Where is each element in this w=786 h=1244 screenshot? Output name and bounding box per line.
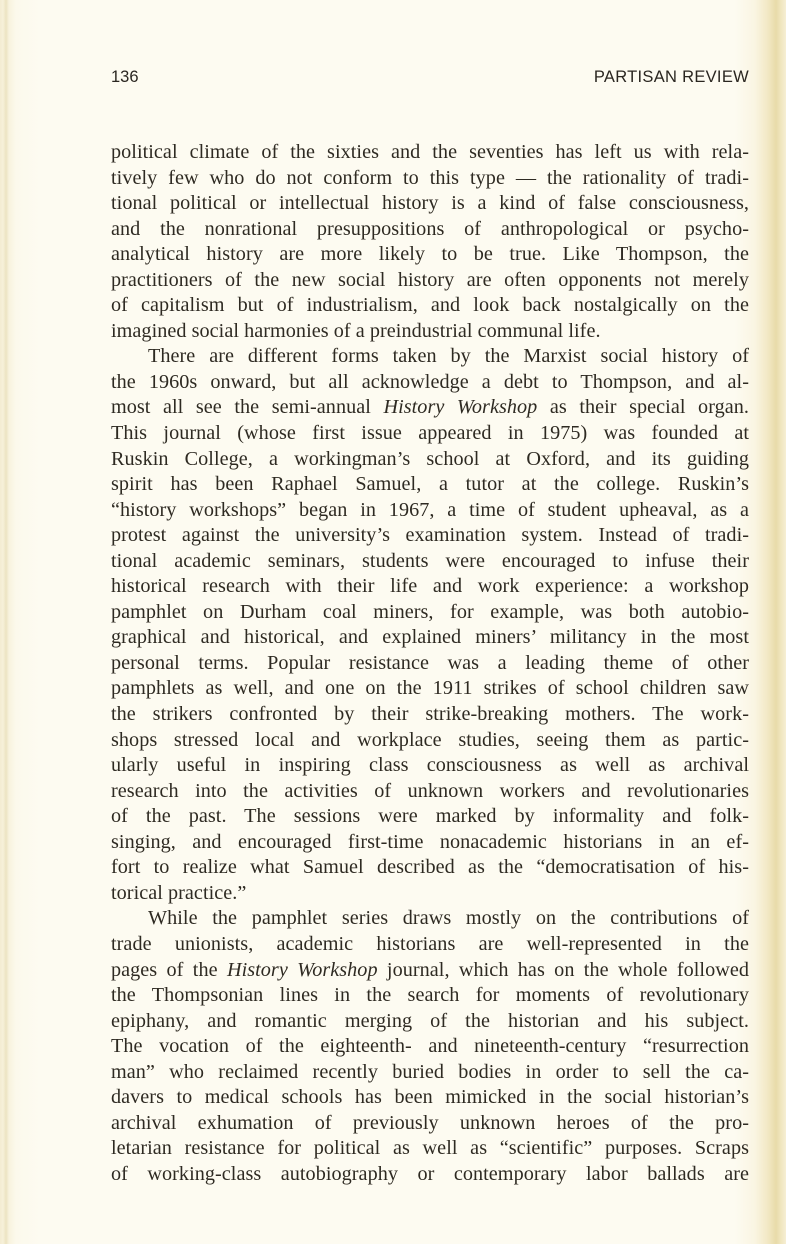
text-line [111, 855, 749, 881]
paragraph [111, 906, 749, 1187]
text-line [111, 191, 749, 217]
paragraph [111, 140, 749, 344]
text-line [111, 166, 749, 192]
text-line [111, 983, 749, 1009]
text-line [111, 600, 749, 626]
text-line [111, 932, 749, 958]
text-segment: pamphlet on Durham coal miners, for example, was both autobio- [111, 600, 749, 623]
text-segment: personal terms. Popular resistance was a leading theme of other [111, 651, 749, 674]
text-line [111, 242, 749, 268]
text-segment: analytical history are more likely to be true. Like Thompson, the [111, 243, 749, 266]
text-segment: archival exhumation of previously unknown heroes of the pro- [111, 1111, 749, 1134]
text-segment: letarian resistance for political as well as “scientific” purposes. Scraps [111, 1137, 749, 1160]
text-line [111, 830, 749, 856]
text-segment: tional academic seminars, students were encouraged to infuse their [111, 549, 749, 572]
text-line [111, 1060, 749, 1086]
text-segment: the strikers confronted by their strike-breaking mothers. The work- [111, 703, 749, 726]
text-line [111, 958, 749, 984]
text-segment: tional political or intellectual history is a kind of false consciousness, [111, 192, 749, 215]
text-segment: ularly useful in inspiring class consciousness as well as archival [111, 754, 749, 777]
text-segment: man” who reclaimed recently buried bodies in order to sell the ca- [111, 1060, 749, 1083]
text-segment: as their special organ. [537, 396, 749, 419]
text-segment: trade unionists, academic historians are well-represented in the [111, 932, 749, 955]
text-line [111, 344, 749, 370]
text-segment: Ruskin College, a workingman’s school at Oxford, and its guiding [111, 447, 749, 470]
text-segment: protest against the university’s examination system. Instead of tradi- [111, 524, 749, 547]
text-line [111, 728, 749, 754]
text-segment: fort to realize what Samuel described as the “democratisation of his- [111, 856, 749, 879]
text-segment: epiphany, and romantic merging of the historian and his subject. [111, 1009, 749, 1032]
text-line [111, 1034, 749, 1060]
text-segment: pages of the [111, 958, 227, 981]
text-segment: historical research with their life and work experience: a workshop [111, 575, 749, 598]
text-segment: graphical and historical, and explained miners’ militancy in the most [111, 626, 749, 649]
italic-title: History Workshop [383, 396, 538, 419]
text-segment: research into the activities of unknown workers and revolutionaries [111, 779, 749, 802]
text-segment: torical practice.” [111, 881, 247, 904]
text-line [111, 906, 749, 932]
text-line [111, 293, 749, 319]
text-segment: of the past. The sessions were marked by informality and folk- [111, 805, 749, 828]
text-segment: of working-class autobiography or contemporary labor ballads are [111, 1162, 749, 1185]
text-line [111, 753, 749, 779]
running-head [111, 68, 749, 90]
text-line [111, 370, 749, 396]
text-line [111, 1111, 749, 1137]
text-line [111, 651, 749, 677]
text-line [111, 319, 749, 345]
text-line [111, 881, 749, 907]
body-text [111, 140, 749, 1187]
text-line [111, 498, 749, 524]
text-line [111, 1136, 749, 1162]
text-segment: of capitalism but of industrialism, and look back nostalgically on the [111, 294, 749, 317]
text-line [111, 779, 749, 805]
text-line [111, 523, 749, 549]
text-segment: political climate of the sixties and the seventies has left us with rela- [111, 141, 749, 163]
text-segment: singing, and encouraged first-time nonacademic historians in an ef- [111, 830, 749, 853]
text-line [111, 1162, 749, 1188]
text-segment: imagined social harmonies of a preindustrial communal life. [111, 319, 601, 342]
text-segment: The vocation of the eighteenth- and nineteenth-century “resurrection [111, 1035, 749, 1058]
text-line [111, 574, 749, 600]
text-segment: There are different forms taken by the Marxist social history of [148, 345, 749, 368]
text-segment: the Thompsonian lines in the search for moments of revolutionary [111, 984, 749, 1007]
text-segment: This journal (whose first issue appeared in 1975) was founded at [111, 422, 749, 445]
text-line [111, 395, 749, 421]
text-segment: and the nonrational presuppositions of anthropological or psycho- [111, 217, 749, 240]
paragraph [111, 344, 749, 906]
text-line [111, 1009, 749, 1035]
text-line [111, 447, 749, 473]
journal-title: PARTISAN REVIEW [593, 68, 749, 86]
text-line [111, 702, 749, 728]
text-segment: pamphlets as well, and one on the 1911 strikes of school children saw [111, 677, 749, 700]
text-line [111, 268, 749, 294]
text-line [111, 804, 749, 830]
text-line [111, 1085, 749, 1111]
page-number: 136 [111, 68, 139, 86]
text-line [111, 625, 749, 651]
text-segment: tively few who do not conform to this type — the rationality of tradi- [111, 166, 749, 189]
text-line [111, 217, 749, 243]
text-segment: spirit has been Raphael Samuel, a tutor at the college. Ruskin’s [111, 473, 749, 496]
italic-title: History Workshop [226, 958, 378, 981]
text-line [111, 421, 749, 447]
text-segment: practitioners of the new social history are often opponents not merely [111, 268, 749, 291]
text-segment: the 1960s onward, but all acknowledge a debt to Thompson, and al- [111, 370, 749, 393]
text-segment: journal, which has on the whole followed [377, 958, 750, 981]
text-line [111, 472, 749, 498]
text-segment: “history workshops” began in 1967, a time of student upheaval, as a [111, 498, 749, 521]
text-segment: davers to medical schools has been mimicked in the social historian’s [111, 1086, 749, 1109]
text-line [111, 676, 749, 702]
text-segment: shops stressed local and workplace studies, seeing them as partic- [111, 728, 749, 751]
text-segment: While the pamphlet series draws mostly on the contributions of [148, 907, 749, 930]
text-line [111, 140, 749, 166]
text-segment: most all see the semi-annual [111, 396, 384, 419]
text-line [111, 549, 749, 575]
